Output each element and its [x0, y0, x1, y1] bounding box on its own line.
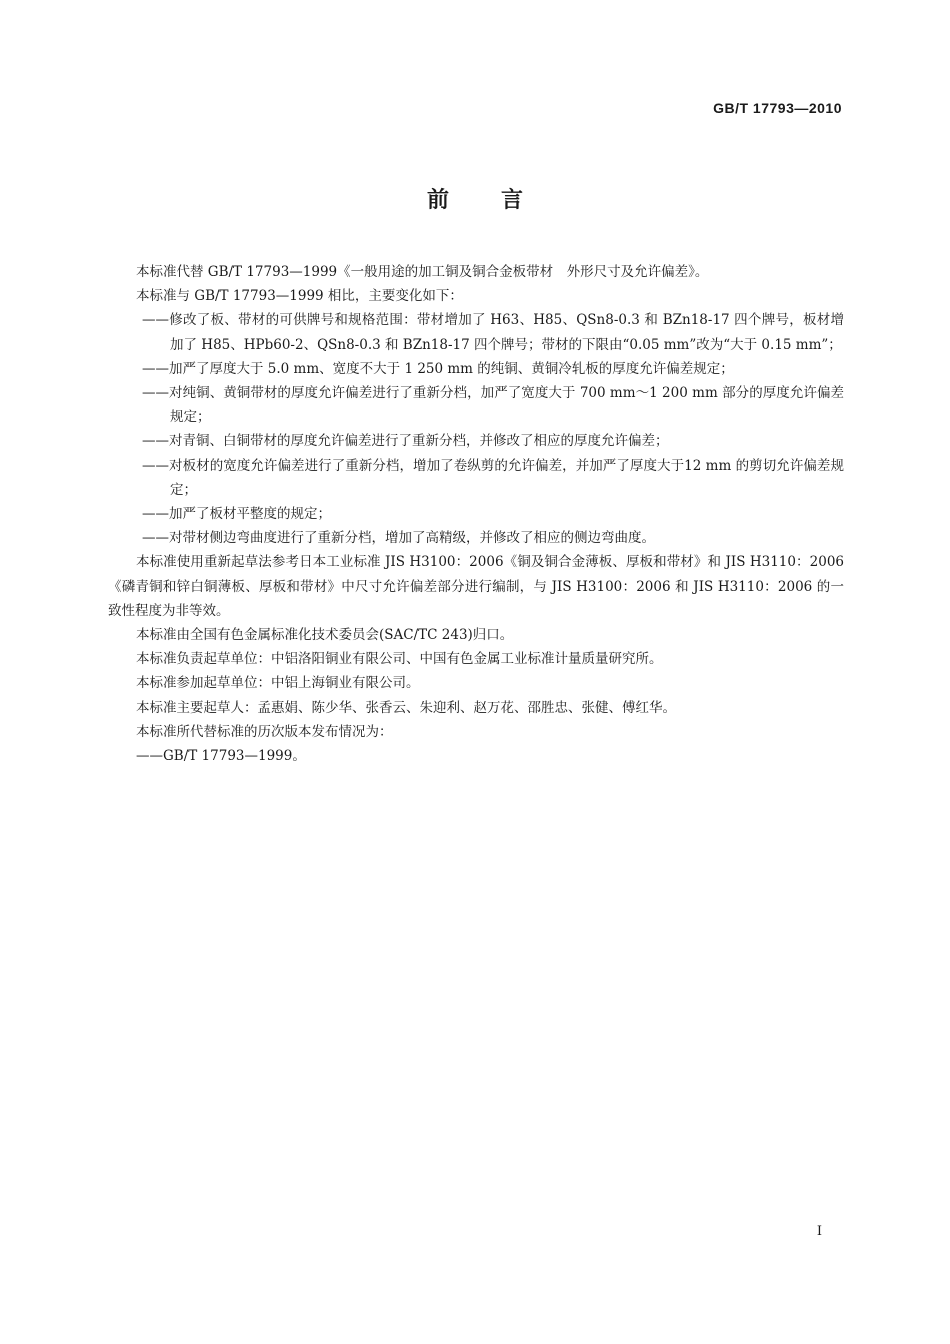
change-item: ——对板材的宽度允许偏差进行了重新分档，增加了卷纵剪的允许偏差，并加严了厚度大于12 mm 的剪切允许偏差规定； [142, 457, 844, 498]
change-item: ——加严了厚度大于 5.0 mm、宽度不大于 1 250 mm 的纯铜、黄铜冷轧板的厚度允许偏差规定； [142, 360, 734, 377]
page-number: I [816, 1224, 822, 1239]
paragraph-main-drafters: 本标准主要起草人：孟惠娟、陈少华、张香云、朱迎利、赵万花、邵胜忠、张健、傅红华。 [136, 699, 676, 716]
change-item: ——修改了板、带材的可供牌号和规格范围：带材增加了 H63、H85、QSn8-0.3 和 BZn18-17 四个牌号，板材增加了 H85、HPb60-2、QSn8-0.3 和 BZn18-17 四个牌号；带材的下限由“0.05 mm”改为“大于 0.15 mm”； [142, 312, 844, 353]
change-item: ——对青铜、白铜带材的厚度允许偏差进行了重新分档，并修改了相应的厚度允许偏差； [142, 433, 669, 450]
paragraph-history-intro: 本标准所代替标准的历次版本发布情况为： [136, 723, 393, 740]
change-item: ——对带材侧边弯曲度进行了重新分档，增加了高精级，并修改了相应的侧边弯曲度。 [142, 530, 655, 547]
change-item: ——加严了板材平整度的规定； [142, 506, 331, 523]
paragraph-reference-standards: 本标准使用重新起草法参考日本工业标准 JIS H3100：2006《铜及铜合金薄板、厚板和带材》和 JIS H3110：2006《磷青铜和锌白铜薄板、厚板和带材》中尺寸允许偏差部分进行编制，与 JIS H3100：2006 和 JIS H3110：2006 的一致性程度为非等效。 [108, 554, 844, 619]
foreword-body [108, 260, 844, 768]
paragraph-history-item: ——GB/T 17793—1999。 [136, 748, 306, 765]
page-title: 前言 [426, 188, 575, 213]
paragraph-replaces: 本标准代替 GB/T 17793—1999《一般用途的加工铜及铜合金板带材 外形尺寸及允许偏差》。 [136, 264, 709, 280]
change-item: ——对纯铜、黄铜带材的厚度允许偏差进行了重新分档，加严了宽度大于 700 mm～1 200 mm 部分的厚度允许偏差规定； [142, 385, 844, 426]
paragraph-participating-drafters: 本标准参加起草单位：中铝上海铜业有限公司。 [136, 675, 420, 692]
paragraph-committee: 本标准由全国有色金属标准化技术委员会(SAC/TC 243)归口。 [136, 627, 514, 644]
paragraph-lead-drafters: 本标准负责起草单位：中铝洛阳铜业有限公司、中国有色金属工业标准计量质量研究所。 [136, 651, 663, 668]
standard-code-header: GB/T 17793—2010 [713, 100, 842, 116]
paragraph-changes-intro: 本标准与 GB/T 17793—1999 相比，主要变化如下： [136, 288, 463, 305]
